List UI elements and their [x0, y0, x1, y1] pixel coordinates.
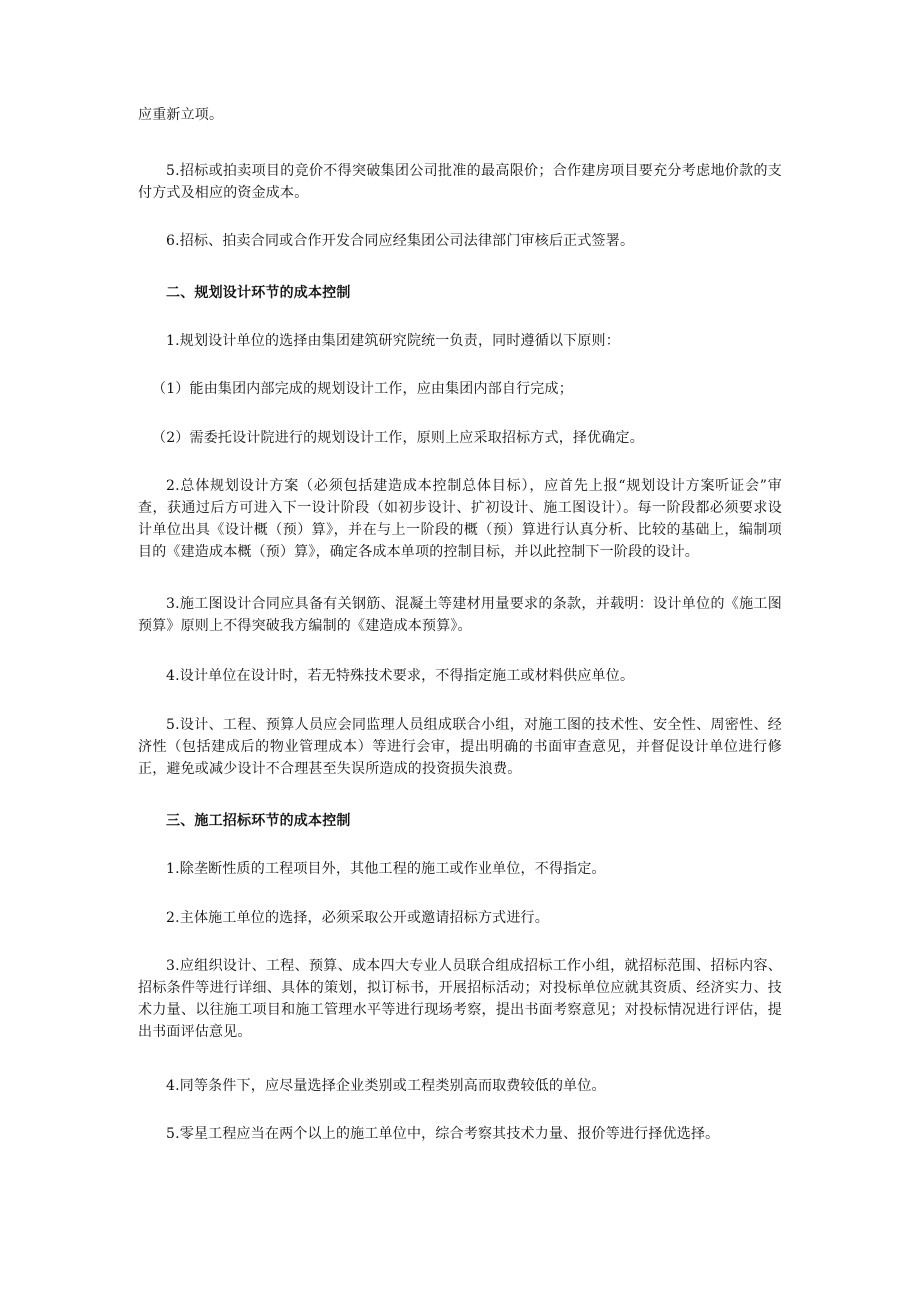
paragraph-bid-3: 3.应组织设计、工程、预算、成本四大专业人员联合组成招标工作小组，就招标范围、招标内容、招标条件等进行详细、具体的策划，拟订标书，开展招标活动；对投标单位应就其资质、经济实力、技术力量、以往施工项目和施工管理水平等进行现场考察，提出书面考察意见；对投标情况进行评估，提出书面评估意见。: [138, 958, 782, 1040]
paragraph-design-1: 1.规划设计单位的选择由集团建筑研究院统一负责，同时遵循以下原则：: [166, 333, 620, 349]
paragraph-bid-1: 1.除垄断性质的工程项目外，其他工程的施工或作业单位，不得指定。: [166, 861, 606, 877]
paragraph-design-2: 2.总体规划设计方案（必须包括建造成本控制总体目标），应首先上报“规划设计方案听证会”审查，获通过后方可进入下一设计阶段（如初步设计、扩初设计、施工图设计）。每一阶段都必须要求设计单位出具《设计概（预）算》，并在与上一阶段的概（预）算进行认真分析、比较的基础上，编制项目的《建造成本概（预）算》，确定各成本单项的控制目标，并以此控制下一阶段的设计。: [138, 478, 782, 560]
paragraph-item-6: 6.招标、拍卖合同或合作开发合同应经集团公司法律部门审核后正式签署。: [166, 233, 635, 249]
paragraph-bid-5: 5.零星工程应当在两个以上的施工单位中，综合考察其技术力量、报价等进行择优选择。: [166, 1126, 720, 1142]
paragraph-bid-4: 4.同等条件下，应尽量选择企业类别或工程类别高而取费较低的单位。: [166, 1078, 606, 1094]
paragraph-design-4: 4.设计单位在设计时，若无特殊技术要求，不得指定施工或材料供应单位。: [166, 668, 635, 684]
paragraph-bid-2: 2.主体施工单位的选择，必须采取公开或邀请招标方式进行。: [166, 910, 549, 926]
section-heading-3: 三、施工招标环节的成本控制: [166, 813, 351, 829]
paragraph-continuation: 应重新立项。: [138, 107, 224, 123]
section-heading-2: 二、规划设计环节的成本控制: [166, 285, 351, 301]
paragraph-design-5: 5.设计、工程、预算人员应会同监理人员组成联合小组，对施工图的技术性、安全性、周密性、经济性（包括建成后的物业管理成本）等进行会审，提出明确的书面审查意见，并督促设计单位进行修正，避免或减少设计不合理甚至失误所造成的投资损失浪费。: [138, 717, 782, 777]
paragraph-item-5: 5.招标或拍卖项目的竞价不得突破集团公司批准的最高限价；合作建房项目要充分考虑地价款的支付方式及相应的资金成本。: [138, 163, 782, 201]
paragraph-design-1-sub-2: （2）需委托设计院进行的规划设计工作，原则上应采取招标方式，择优确定。: [152, 430, 644, 446]
paragraph-design-1-sub-1: （1）能由集团内部完成的规划设计工作，应由集团内部自行完成；: [152, 381, 573, 397]
paragraph-design-3: 3.施工图设计合同应具备有关钢筋、混凝土等建材用量要求的条款，并载明：设计单位的《施工图预算》原则上不得突破我方编制的《建造成本预算》。: [138, 596, 782, 634]
